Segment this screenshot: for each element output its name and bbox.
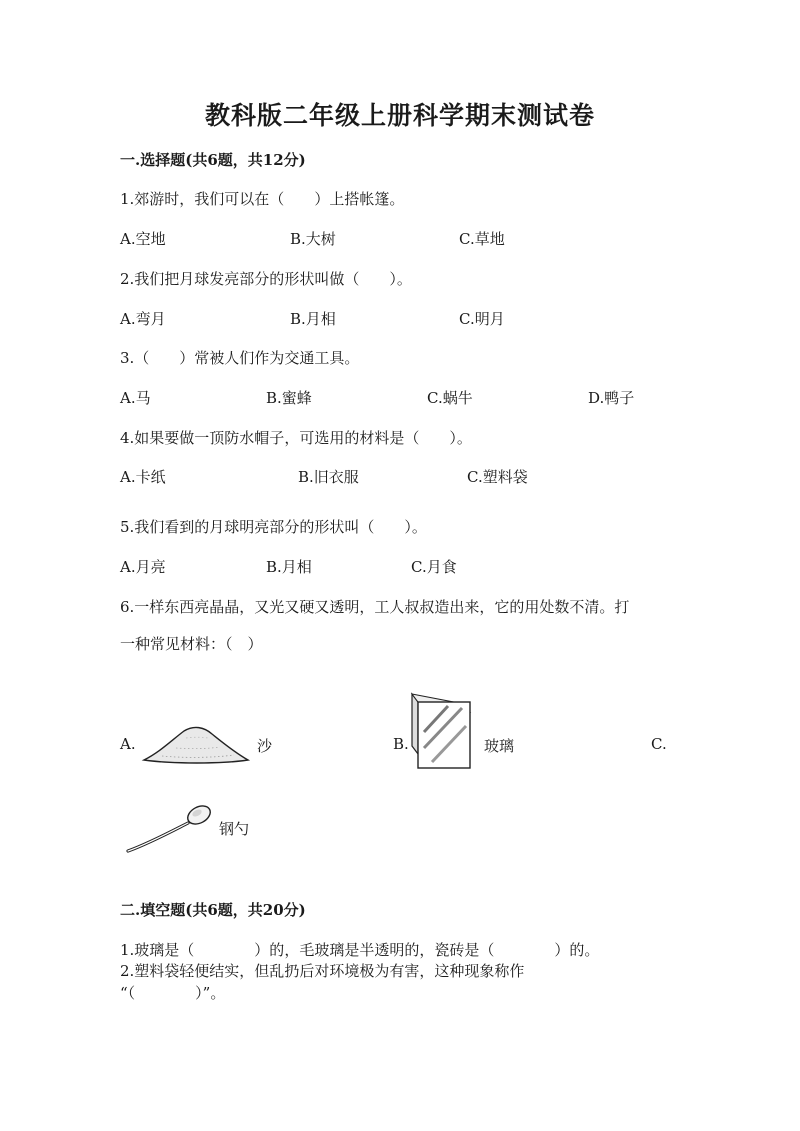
q5-option-b: B.月相 bbox=[266, 558, 312, 576]
question-2: 2.我们把月球发亮部分的形状叫做（ ）。 bbox=[120, 270, 412, 288]
q1-option-c: C.草地 bbox=[459, 230, 505, 248]
section-1-heading: 一.选择题(共6题，共12分) bbox=[120, 151, 306, 169]
section-2-heading: 二.填空题(共6题，共20分) bbox=[120, 901, 306, 919]
q6-option-b-letter: B. bbox=[393, 735, 409, 753]
glass-pane-icon bbox=[410, 692, 472, 772]
fill-question-2-line-2: “（ ）”。 bbox=[120, 984, 226, 1002]
q4-option-a: A.卡纸 bbox=[120, 468, 166, 486]
page-title: 教科版二年级上册科学期末测试卷 bbox=[204, 101, 595, 130]
q2-option-a: A.弯月 bbox=[120, 310, 166, 328]
question-5: 5.我们看到的月球明亮部分的形状叫（ ）。 bbox=[120, 518, 427, 536]
q3-option-c: C.蜗牛 bbox=[427, 389, 473, 407]
q1-option-a: A.空地 bbox=[120, 230, 166, 248]
spoon-icon bbox=[122, 799, 214, 857]
q6-option-c-letter: C. bbox=[651, 735, 667, 753]
q6-option-a-letter: A. bbox=[120, 735, 136, 753]
q1-option-b: B.大树 bbox=[290, 230, 336, 248]
q4-option-c: C.塑料袋 bbox=[467, 468, 528, 486]
question-3: 3.（ ）常被人们作为交通工具。 bbox=[120, 349, 360, 367]
question-1: 1.郊游时，我们可以在（ ）上搭帐篷。 bbox=[120, 190, 405, 208]
q3-option-d: D.鸭子 bbox=[588, 389, 635, 407]
q2-option-c: C.明月 bbox=[459, 310, 505, 328]
question-6-line-1: 6.一样东西亮晶晶，又光又硬又透明，工人叔叔造出来，它的用处数不清。打 bbox=[120, 598, 630, 616]
q5-option-a: A.月亮 bbox=[120, 558, 166, 576]
q5-option-c: C.月食 bbox=[411, 558, 457, 576]
question-6-line-2: 一种常见材料：（ ） bbox=[120, 635, 263, 653]
fill-question-2-line-1: 2.塑料袋轻便结实，但乱扔后对环境极为有害，这种现象称作 bbox=[120, 962, 525, 980]
q6-option-b-label: 玻璃 bbox=[484, 737, 515, 755]
q6-option-a-label: 沙 bbox=[257, 737, 273, 755]
q3-option-a: A.马 bbox=[120, 389, 151, 407]
q4-option-b: B.旧衣服 bbox=[298, 468, 359, 486]
question-4: 4.如果要做一顶防水帽子，可选用的材料是（ ）。 bbox=[120, 429, 472, 447]
fill-question-1: 1.玻璃是（ ）的，毛玻璃是半透明的，瓷砖是（ ）的。 bbox=[120, 941, 600, 959]
sand-pile-icon bbox=[142, 722, 250, 766]
q6-option-c-label: 钢勺 bbox=[219, 820, 250, 838]
q2-option-b: B.月相 bbox=[290, 310, 336, 328]
q3-option-b: B.蜜蜂 bbox=[266, 389, 312, 407]
